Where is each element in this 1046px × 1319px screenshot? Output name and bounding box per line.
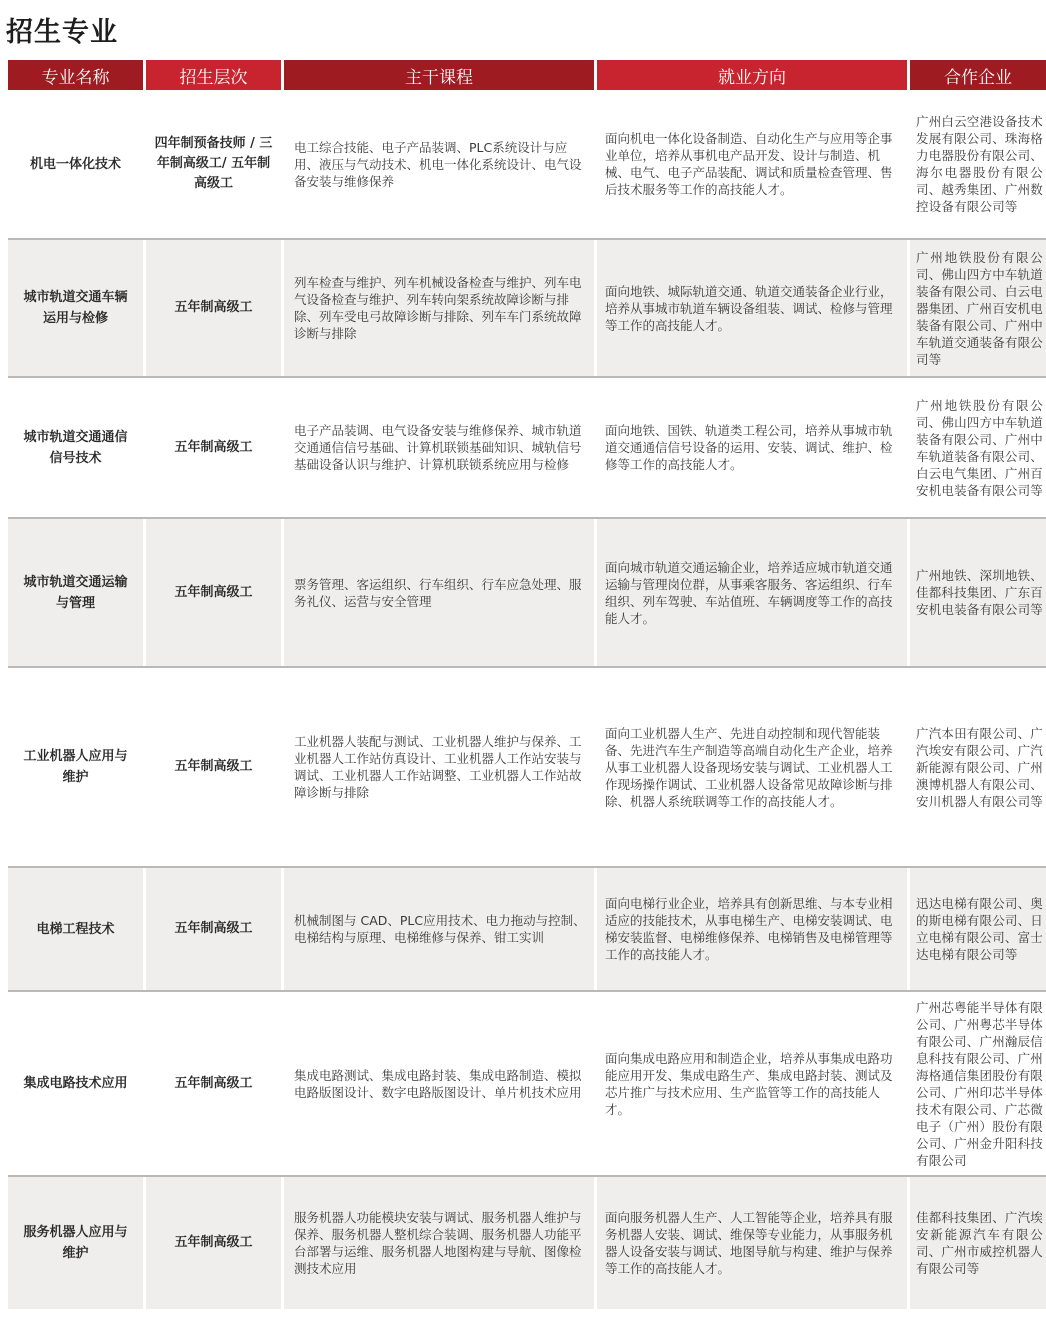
header-courses: 主干课程 [284, 60, 594, 90]
core-courses: 工业机器人装配与测试、工业机器人维护与保养、工业机器人工作站仿真设计、工业机器人工作站安装与调试、工业机器人工作站调整、工业机器人工作站故障诊断与排除 [284, 668, 594, 866]
career-direction: 面向地铁、国铁、轨道类工程公司，培养从事城市轨道交通通信信号设备的运用、安装、调试、维护、检修等工作的高技能人才。 [597, 378, 907, 517]
page-title: 招生专业 [6, 17, 118, 48]
career-direction: 面向工业机器人生产、先进自动控制和现代智能装备、先进汽车生产制造等高端自动化生产企业，培养从事工业机器人设备现场安装与调试、工业机器人工作现场操作调试、工业机器人设备常见故障诊断与排除、机器人系统联调等工作的高技能人才。 [597, 668, 907, 866]
header-careers: 就业方向 [597, 60, 907, 90]
table-header-row [8, 60, 1046, 90]
partner-companies: 广州地铁、深圳地铁、佳都科技集团、广东百安机电装备有限公司等 [910, 519, 1046, 666]
enroll-level: 五年制高级工 [146, 1177, 281, 1309]
table-row [8, 668, 1046, 866]
enroll-level: 五年制高级工 [146, 519, 281, 666]
core-courses: 电子产品装调、电气设备安装与维修保养、城市轨道交通通信信号基础、计算机联锁基础知识、城轨信号基础设备认识与维护、计算机联锁系统应用与检修 [284, 378, 594, 517]
header-level: 招生层次 [146, 60, 281, 90]
partner-companies: 广州地铁股份有限公司、佛山四方中车轨道装备有限公司、白云电器集团、广州百安机电装备有限公司、广州中车轨道交通装备有限公司等 [910, 240, 1046, 376]
partner-companies: 迅达电梯有限公司、奥的斯电梯有限公司、日立电梯有限公司、富士达电梯有限公司等 [910, 868, 1046, 990]
partner-companies: 广州地铁股份有限公司、佛山四方中车轨道装备有限公司、广州中车轨道装备有限公司、白云电气集团、广州百安机电装备有限公司等 [910, 378, 1046, 517]
core-courses: 电工综合技能、电子产品装调、PLC系统设计与应用、液压与气动技术、机电一体化系统设计、电气设备安装与维修保养 [284, 90, 594, 238]
career-direction: 面向电梯行业企业，培养具有创新思维、与本专业相适应的技能技术，从事电梯生产、电梯安装调试、电梯安装监督、电梯维修保养、电梯销售及电梯管理等工作的高技能人才。 [597, 868, 907, 990]
enroll-level: 五年制高级工 [146, 668, 281, 866]
major-name: 机电一体化技术 [8, 90, 143, 238]
career-direction: 面向地铁、城际轨道交通、轨道交通装备企业行业，培养从事城市轨道车辆设备组装、调试、检修与管理等工作的高技能人才。 [597, 240, 907, 376]
core-courses: 机械制图与 CAD、PLC应用技术、电力拖动与控制、电梯结构与原理、电梯维修与保养、钳工实训 [284, 868, 594, 990]
core-courses: 列车检查与维护、列车机械设备检查与维护、列车电气设备检查与维护、列车转向架系统故障诊断与排除、列车受电弓故障诊断与排除、列车车门系统故障诊断与排除 [284, 240, 594, 376]
enroll-level: 五年制高级工 [146, 378, 281, 517]
core-courses: 票务管理、客运组织、行车组织、行车应急处理、服务礼仪、运营与安全管理 [284, 519, 594, 666]
partner-companies: 佳都科技集团、广汽埃安新能源汽车有限公司、广州市威控机器人有限公司等 [910, 1177, 1046, 1309]
table-row [8, 378, 1046, 517]
table-row [8, 90, 1046, 238]
partner-companies: 广州白云空港设备技术发展有限公司、珠海格力电器股份有限公司、海尔电器股份有限公司、越秀集团、广州数控设备有限公司等 [910, 90, 1046, 238]
table-row [8, 519, 1046, 666]
enroll-level: 五年制高级工 [146, 868, 281, 990]
enroll-level: 四年制预备技师 / 三年制高级工/ 五年制高级工 [146, 90, 281, 238]
major-name: 工业机器人应用与维护 [8, 668, 143, 866]
career-direction: 面向集成电路应用和制造企业，培养从事集成电路功能应用开发、集成电路生产、集成电路封装、测试及芯片推广与技术应用、生产监管等工作的高技能人才。 [597, 992, 907, 1175]
career-direction: 面向城市轨道交通运输企业，培养适应城市轨道交通运输与管理岗位群，从事乘客服务、客运组织、行车组织、列车驾驶、车站值班、车辆调度等工作的高技能人才。 [597, 519, 907, 666]
table-row [8, 992, 1046, 1175]
table-row [8, 1177, 1046, 1309]
core-courses: 集成电路测试、集成电路封装、集成电路制造、模拟电路版图设计、数字电路版图设计、单片机技术应用 [284, 992, 594, 1175]
majors-table [5, 60, 1046, 1309]
table-row [8, 240, 1046, 376]
partner-companies: 广州芯粤能半导体有限公司、广州粤芯半导体有限公司、广州瀚辰信息科技有限公司、广州海格通信集团股份有限公司、广州印芯半导体技术有限公司、广芯微电子（广州）股份有限公司、广州金升阳科技有限公司 [910, 992, 1046, 1175]
header-partners: 合作企业 [910, 60, 1046, 90]
major-name: 城市轨道交通通信信号技术 [8, 378, 143, 517]
career-direction: 面向机电一体化设备制造、自动化生产与应用等企事业单位，培养从事机电产品开发、设计与制造、机械、电气、电子产品装配、调试和质量检查管理、售后技术服务等工作的高技能人才。 [597, 90, 907, 238]
header-major-name: 专业名称 [8, 60, 143, 90]
core-courses: 服务机器人功能模块安装与调试、服务机器人维护与保养、服务机器人整机综合装调、服务机器人功能平台部署与运维、服务机器人地图构建与导航、图像检测技术应用 [284, 1177, 594, 1309]
partner-companies: 广汽本田有限公司、广汽埃安有限公司、广汽新能源有限公司、广州澳博机器人有限公司、安川机器人有限公司等 [910, 668, 1046, 866]
major-name: 集成电路技术应用 [8, 992, 143, 1175]
major-name: 电梯工程技术 [8, 868, 143, 990]
enroll-level: 五年制高级工 [146, 992, 281, 1175]
major-name: 城市轨道交通运输与管理 [8, 519, 143, 666]
major-name: 城市轨道交通车辆运用与检修 [8, 240, 143, 376]
career-direction: 面向服务机器人生产、人工智能等企业，培养具有服务机器人安装、调试、维保等专业能力，从事服务机器人设备安装与调试、地图导航与构建、维护与保养等工作的高技能人才。 [597, 1177, 907, 1309]
enroll-level: 五年制高级工 [146, 240, 281, 376]
table-row [8, 868, 1046, 990]
major-name: 服务机器人应用与维护 [8, 1177, 143, 1309]
